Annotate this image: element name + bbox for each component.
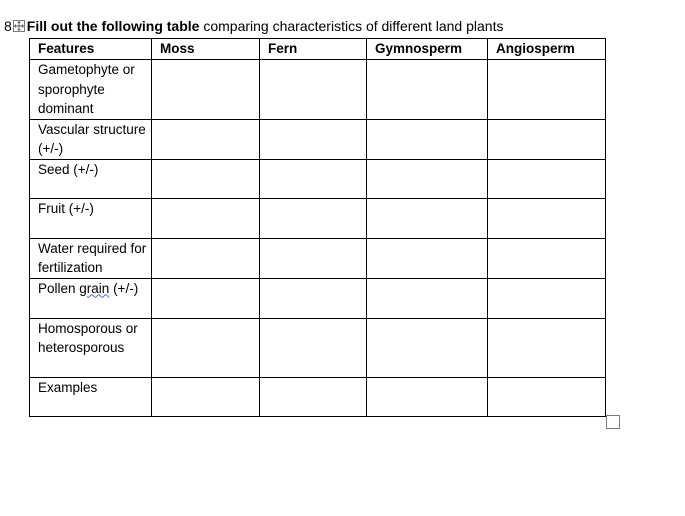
moss-cell[interactable] — [152, 119, 260, 159]
feature-cell[interactable]: Fruit (+/-) — [30, 198, 152, 238]
header-fern[interactable]: Fern — [260, 39, 367, 60]
table-row — [30, 318, 606, 377]
table-row — [30, 159, 606, 198]
angiosperm-cell[interactable] — [488, 159, 606, 198]
feature-text-post: (+/-) — [109, 280, 139, 296]
gymnosperm-cell[interactable] — [367, 119, 488, 159]
moss-cell[interactable] — [152, 278, 260, 318]
comparison-table — [29, 38, 606, 417]
moss-cell[interactable] — [152, 159, 260, 198]
angiosperm-cell[interactable] — [488, 278, 606, 318]
table-row — [30, 238, 606, 278]
gymnosperm-cell[interactable] — [367, 377, 488, 416]
angiosperm-cell[interactable] — [488, 318, 606, 377]
header-row — [30, 39, 606, 60]
question-text: comparing characteristics of different land plants — [199, 18, 504, 34]
angiosperm-cell[interactable] — [488, 198, 606, 238]
feature-cell[interactable]: Examples — [30, 377, 152, 416]
moss-cell[interactable] — [152, 318, 260, 377]
question-bold-text: Fill out the following table — [26, 18, 200, 34]
move-arrows-icon[interactable] — [13, 20, 25, 32]
header-angiosperm[interactable]: Angiosperm — [488, 39, 606, 60]
feature-cell[interactable]: Gametophyte or sporophyte dominant — [30, 60, 152, 120]
table-resize-icon[interactable] — [606, 415, 620, 429]
gymnosperm-cell[interactable] — [367, 60, 488, 120]
gymnosperm-cell[interactable] — [367, 318, 488, 377]
gymnosperm-cell[interactable] — [367, 198, 488, 238]
table-row — [30, 377, 606, 416]
gymnosperm-cell[interactable] — [367, 278, 488, 318]
feature-cell[interactable]: Homosporous or heterosporous — [30, 318, 152, 377]
feature-cell[interactable]: Water required for fertilization — [30, 238, 152, 278]
fern-cell[interactable] — [260, 159, 367, 198]
feature-cell[interactable]: Seed (+/-) — [30, 159, 152, 198]
feature-text-pre: Pollen — [38, 280, 80, 296]
fern-cell[interactable] — [260, 278, 367, 318]
header-gymnosperm[interactable]: Gymnosperm — [367, 39, 488, 60]
moss-cell[interactable] — [152, 198, 260, 238]
table-row — [30, 278, 606, 318]
moss-cell[interactable] — [152, 60, 260, 120]
angiosperm-cell[interactable] — [488, 238, 606, 278]
angiosperm-cell[interactable] — [488, 119, 606, 159]
fern-cell[interactable] — [260, 119, 367, 159]
fern-cell[interactable] — [260, 238, 367, 278]
fern-cell[interactable] — [260, 318, 367, 377]
feature-cell[interactable]: Vascular structure (+/-) — [30, 119, 152, 159]
table-row — [30, 198, 606, 238]
fern-cell[interactable] — [260, 377, 367, 416]
header-features[interactable]: Features — [30, 39, 152, 60]
header-moss[interactable]: Moss — [152, 39, 260, 60]
moss-cell[interactable] — [152, 377, 260, 416]
table-row — [30, 60, 606, 120]
feature-cell[interactable] — [30, 278, 152, 318]
angiosperm-cell[interactable] — [488, 377, 606, 416]
question-line — [4, 17, 503, 35]
moss-cell[interactable] — [152, 238, 260, 278]
fern-cell[interactable] — [260, 198, 367, 238]
table-row — [30, 119, 606, 159]
fern-cell[interactable] — [260, 60, 367, 120]
question-number: 8 — [4, 18, 12, 34]
gymnosperm-cell[interactable] — [367, 238, 488, 278]
gymnosperm-cell[interactable] — [367, 159, 488, 198]
spellcheck-flagged-word[interactable]: grain — [79, 280, 110, 296]
angiosperm-cell[interactable] — [488, 60, 606, 120]
